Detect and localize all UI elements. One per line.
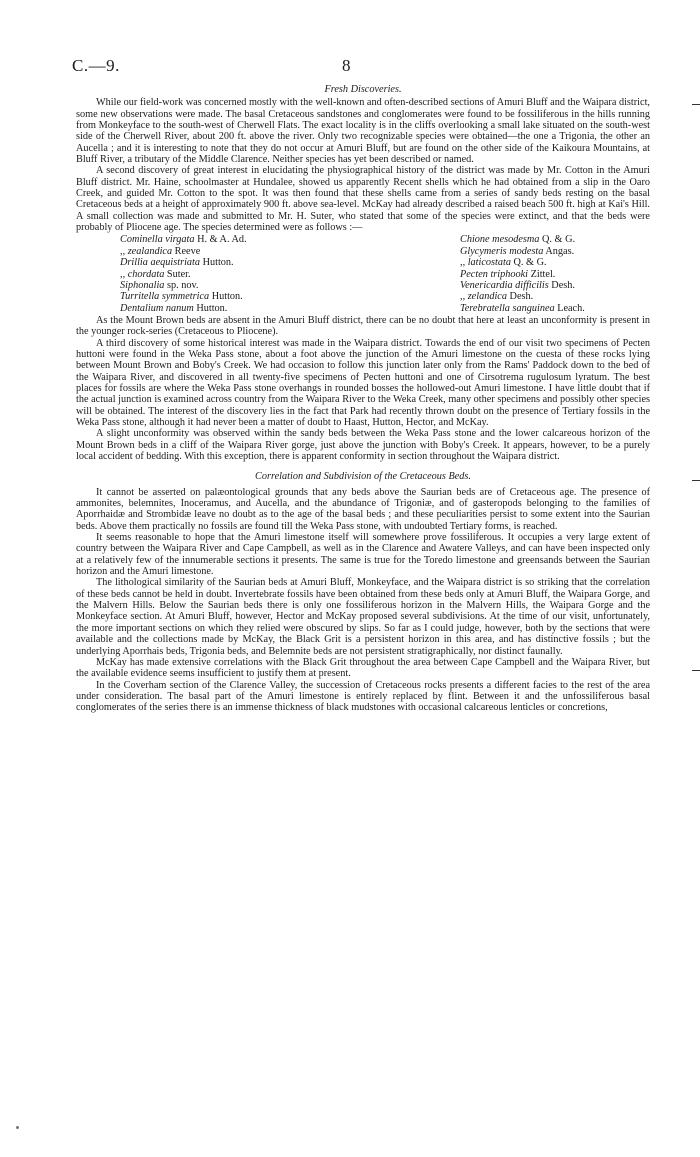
species-author: Leach. [554, 302, 585, 314]
paragraph: A third discovery of some historical interest was made in the Waipara district. Towards the end of our visit two specimens of Pecten huttoni were found in the Weka Pass stone, about a foot above the junction of the Amuri limestone on the cuesta of these rocks lying between Mount Brown and Boby's Creek. We had occasion to follow this junction later only from the Rams' Paddock down to the bed of the Waipara River, and discovered in all twenty-five specimens of Pecten huttoni and one of Cirsotrema rugulosum lyratum. The best places for fossils are where the Weka Pass stone overhangs in rounded bosses the hollowed-out Amuri limestone. I have little doubt that if the actual junction is examined across country from the Waipara River to the Weka Creek, many other specimens and possibly other species will be obtained. The interest of the discovery lies in the fact that Park had recently thrown doubt on the presence of Tertiary fossils in the Weka Pass stone, although it had never been a matter of doubt to Haast, Hutton, Hector, and McKay. [76, 337, 650, 428]
species-author: Desh. [548, 279, 575, 291]
species-author: Q. & G. [510, 257, 547, 269]
page-number: 8 [342, 56, 351, 75]
species-entry [460, 303, 585, 314]
paragraph: A slight unconformity was observed within the sandy beds between the Weka Pass stone and the lower calcareous horizon of the Mount Brown beds in a cliff of the Waipara River gorge, just above the junction with Boby's Creek. It appears, however, to be a purely local accident of bedding. With this exception, there is apparent conformity in section throughout the Waipara district. [76, 428, 650, 462]
species-name: Drillia aequistriata [120, 257, 201, 269]
species-entry [460, 291, 585, 302]
species-name: Siphonalia [120, 279, 165, 291]
species-entry [460, 234, 585, 245]
species-name: Terebratella sanguinea [460, 302, 555, 314]
species-name: ,, zelandica [460, 291, 507, 303]
species-name: ,, laticostata [460, 257, 511, 269]
section-heading-fresh-discoveries: Fresh Discoveries. [324, 84, 402, 95]
paragraph: The lithological similarity of the Saurian beds at Amuri Bluff, Monkeyface, and the Waipara district is so striking that the correlation of these beds cannot be held in doubt. Invertebrate fossils have been obtained from these beds only at Amuri Bluff, the Waipara Gorge, and the Malvern Hills. Below the Saurian beds there is only one fossiliferous horizon in the Malvern Hills, the Waipara Gorge and the Monkeyface section. At Amuri Bluff, however, Hector and McKay proposed several subdivisions. At the time of our visit, unfortunately, the more important sections on which they relied were obscured by slips. So far as I could judge, however, both by the sections that were available and the collections made by McKay, the Black Grit is a persistent horizon in this area, and has distinctive fossils ; but the underlying Aporrhais beds, Trigonia beds, and Belemnite beds are not persistent stratigraphically, nor distinct faunally. [76, 577, 650, 657]
paragraph: In the Coverham section of the Clarence Valley, the succession of Cretaceous rocks presents a different facies to the rest of the area under consideration. The basal part of the Amuri limestone is entirely replaced by flint. Between it and the unfossiliferous basal conglomerates of the series there is an immense thickness of black mudstones with occasional calcareous lenticles or concretions, [76, 679, 650, 714]
species-entry [460, 257, 585, 268]
section-heading-correlation: Correlation and Subdivision of the Cretaceous Beds. [255, 471, 471, 483]
species-name: Pecten triphooki [460, 268, 529, 280]
species-name: Glycymeris modesta [460, 245, 544, 257]
species-author: Angas. [543, 245, 575, 257]
species-column-left [76, 234, 420, 313]
species-author: sp. nov. [164, 279, 199, 291]
species-author: Zittel. [528, 268, 556, 280]
species-author: Hutton. [209, 291, 243, 303]
species-entry [460, 269, 585, 280]
species-author: Suter. [164, 268, 191, 280]
species-list [76, 234, 650, 313]
species-author: Desh. [506, 291, 534, 303]
margin-mark [692, 104, 700, 105]
species-entry [120, 257, 420, 268]
species-entry [120, 246, 420, 257]
species-author: Hutton. [193, 302, 228, 314]
paragraph: It cannot be asserted on palæontological grounds that any beds above the Saurian beds are of Cretaceous age. The presence of ammonites, belemnites, Inoceramus, and Aucella, and the abundance of Trigoniæ, and of gasteropods belonging to the families of Aporrhaidæ and Strombidæ leave no doubt as to the age of the basal beds ; and these peculiarities persist to some extent into the Saurian beds. Above them practically no fossils are found till the Weka Pass stone, with undoubted Tertiary forms, is reached. [76, 486, 650, 532]
species-entry [460, 246, 585, 257]
page-body [76, 84, 650, 714]
species-name: ,, chordata [120, 268, 165, 280]
paragraph: McKay has made extensive correlations with the Black Grit throughout the area between Cape Campbell and the Waipara River, but the available evidence seems insufficient to justify them at present. [76, 656, 650, 680]
species-entry [120, 269, 420, 280]
species-name: Venericardia difficilis [460, 279, 549, 291]
species-column-right [420, 234, 585, 313]
document-code: C.—9. [72, 56, 120, 75]
species-entry [460, 280, 585, 291]
species-name: Dentalium nanum [120, 302, 194, 314]
species-author: Reeve [172, 245, 201, 257]
paragraph: While our field-work was concerned mostly with the well-known and often-described sections of Amuri Bluff and the Waipara district, some new observations were made. The basal Cretaceous sandstones and conglomerates were found to be fossiliferous in the hills running from Monkeyface to the south-west of Cherwell Flats. The exact locality is in the cliffs overlooking a small lake situated on the south-west side of the Cherwell River, about 200 ft. above the river. Only two recognizable species were obtained—the one a Trigonia, the other an Aucella ; and it is interesting to note that they do not occur at Amuri Bluff, but are found on the other side of the Kaikoura Mountains, at Bluff River, a tributary of the Middle Clarence. Neither species has yet been described or named. [76, 97, 650, 166]
species-entry [120, 280, 420, 291]
species-name: Chione mesodesma [460, 234, 540, 246]
margin-mark [692, 670, 700, 671]
species-name: Turritella symmetrica [120, 291, 210, 303]
species-author: Hutton. [200, 257, 234, 269]
species-name: ,, zealandica [120, 245, 173, 257]
species-entry [120, 234, 420, 245]
paragraph: It seems reasonable to hope that the Amuri limestone itself will somewhere prove fossiliferous. It occupies a very large extent of country between the Waipara River and Cape Campbell, as well as in the Clarence and Awatere Valleys, and can have been inspected only at a relatively few of the innumerable sections it presents. The same is true for the Toredo limestone and greensands between the Saurian horizon and the Amuri limestone. [76, 532, 650, 578]
species-author: H. & A. Ad. [194, 234, 247, 246]
scan-speck [16, 1126, 19, 1129]
species-entry [120, 303, 420, 314]
paragraph: A second discovery of great interest in elucidating the physiographical history of the district was made by Mr. Cotton in the Amuri Bluff district. Mr. Haine, schoolmaster at Hundalee, showed us apparently Recent shells which he had obtained from a slip in the Oaro Creek, and guided Mr. Cotton to the spot. It was then found that these shells came from a series of sandy beds resting on the basal Cretaceous beds at a height of approximately 900 ft. above sea-level. McKay had already described a raised beach 500 ft. high at Kai's Hill. A small collection was made and submitted to Mr. H. Suter, who stated that some of the species were extinct, and that the beds were probably of Pliocene age. The species determined were as follows :— [76, 165, 650, 234]
species-entry [120, 291, 420, 302]
species-author: Q. & G. [539, 234, 576, 246]
species-name: Cominella virgata [120, 234, 195, 246]
margin-mark [692, 480, 700, 481]
paragraph: As the Mount Brown beds are absent in the Amuri Bluff district, there can be no doubt that here at least an unconformity is present in the younger rock-series (Cretaceous to Pliocene). [76, 314, 650, 338]
